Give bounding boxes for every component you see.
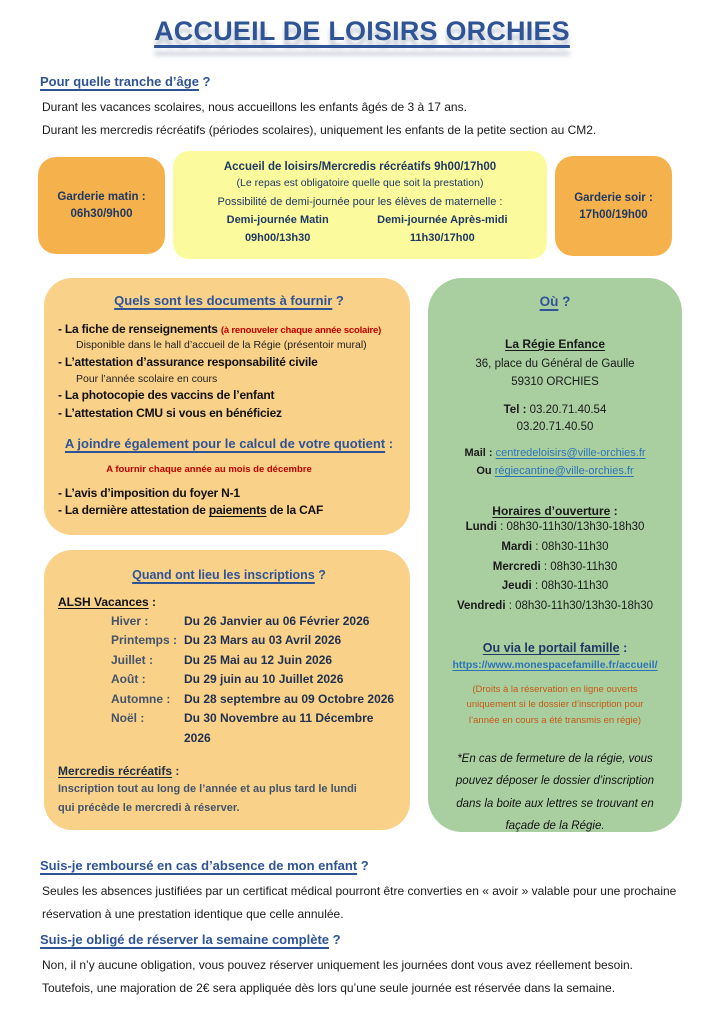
closure-note: *En cas de fermeture de la régie, vous pouvez déposer le dossier d’inscription dans la boite aux lettres se trouvant en façade de la Régie. (455, 752, 655, 832)
inscription-period-row: Printemps : Du 23 Mars au 03 Avril 2026 (111, 633, 342, 648)
address-street: 36, place du Général de Gaulle (475, 358, 635, 370)
phone-block (440, 402, 670, 438)
family-portal-link[interactable]: https://www.monespacefamille.fr/accueil/ (452, 659, 658, 672)
quotient-annual-note: A fournir chaque année au mois de décembre (106, 464, 312, 476)
garderie-matin-label: Garderie matin : (57, 191, 146, 203)
document-item: - L’attestation d’assurance responsabilité civile (58, 355, 318, 370)
accueil-loisirs-box (173, 151, 547, 259)
garderie-soir-box (555, 156, 672, 256)
where-heading: Où ? (539, 294, 571, 309)
halfday-morning-title: Demi-journée Matin (226, 214, 329, 226)
quotient-heading: A joindre également pour le calcul de votre quotient : (64, 436, 394, 452)
phone-line-2: 03.20.71.40.50 (516, 421, 594, 434)
opening-hours-row: Lundi : 08h30-11h30/13h30-18h30 (465, 521, 645, 534)
mail-block (440, 445, 670, 480)
age-range-heading: Pour quelle tranche d’âge ? (40, 74, 211, 89)
alsh-vacances-label: ALSH Vacances : (58, 595, 157, 609)
halfday-morning (195, 212, 360, 247)
full-week-question-heading: Suis-je obligé de réserver la semaine complète ? (40, 932, 341, 947)
intro-line-1: Durant les vacances scolaires, nous accueillons les enfants âgés de 3 à 17 ans. (42, 100, 467, 114)
halfday-afternoon-title: Demi-journée Après-midi (377, 214, 508, 226)
page-title: ACCUEIL DE LOISIRS ORCHIES (154, 16, 570, 46)
age-range-text (42, 96, 702, 142)
accueil-halfday-note: Possibilité de demi-journée pour les élèves de maternelle : (217, 196, 503, 208)
opening-hours-row: Jeudi : 08h30-11h30 (501, 580, 609, 593)
mail-link-regiecantine[interactable]: régiecantine@ville-orchies.fr (494, 464, 634, 477)
inscription-period-row: Noël : Du 30 Novembre au 11 Décembre 2026 (111, 711, 374, 745)
full-week-answer-text: Non, il n’y aucune obligation, vous pouvez réserver uniquement les journées dont vous avez réellement besoin. Toutefois, une majoration de 2€ sera appliquée dès lors qu’une seule journée est réservée dans la semaine. (42, 958, 634, 995)
inscription-periods-list (111, 612, 400, 748)
document-item: - La fiche de renseignements (à renouveler chaque année scolaire) (58, 322, 382, 336)
mercredis-label: Mercredis récréatifs : (58, 764, 180, 779)
intro-line-2: Durant les mercredis récréatifs (périodes scolaires), uniquement les enfants de la petite section au CM2. (42, 122, 597, 137)
renewal-note: (à renouveler chaque année scolaire) (220, 325, 382, 336)
garderie-soir-hours: 17h00/19h00 (579, 208, 648, 221)
accueil-meal-note: (Le repas est obligatoire quelle que soit la prestation) (236, 177, 484, 189)
refund-question-heading: Suis-je remboursé en cas d’absence de mon enfant ? (40, 858, 369, 873)
document-item-note: Disponible dans le hall d’accueil de la Régie (présentoir mural) (76, 339, 367, 352)
opening-hours-list (440, 518, 670, 616)
refund-answer-text: Seules les absences justifiées par un certificat médical pourront être converties en « avoir » valable pour une prochaine réservation à une prestation identique que celle annulée. (42, 884, 677, 921)
documents-box (44, 278, 410, 535)
organization-name: La Régie Enfance (504, 337, 606, 351)
halfday-afternoon (360, 212, 525, 247)
phone-line-1: Tel : 03.20.71.40.54 (503, 403, 607, 416)
mercredis-recreatifs-section (58, 764, 400, 817)
opening-hours-heading: Horaires d’ouverture : (492, 504, 618, 519)
quotient-item: - L’avis d’imposition du foyer N-1 (58, 486, 240, 501)
online-booking-note: (Droits à la réservation en ligne ouverts uniquement si le dossier d’inscription pour l’année en cours a été transmis en régie) (466, 684, 644, 726)
inscriptions-heading: Quand ont lieu les inscriptions ? (132, 568, 326, 582)
inscription-period-row: Hiver : Du 26 Janvier au 06 Février 2026 (111, 614, 370, 628)
documents-heading: Quels sont les documents à fournir ? (114, 293, 344, 308)
mail-line-1: Mail : centredeloisirs@ville-orchies.fr (464, 447, 646, 460)
inscription-period-row: Août : Du 29 juin au 10 Juillet 2026 (111, 672, 344, 687)
address-city: 59310 ORCHIES (511, 375, 599, 388)
document-item: - La photocopie des vaccins de l’enfant (58, 388, 275, 403)
opening-hours-row: Mardi : 08h30-11h30 (501, 540, 609, 553)
inscriptions-box (44, 550, 410, 830)
garderie-soir-label: Garderie soir : (574, 191, 653, 204)
document-item-note: Pour l’année scolaire en cours (76, 372, 218, 385)
family-portal-url (440, 659, 670, 671)
inscription-period-row: Juillet : Du 25 Mai au 12 Juin 2026 (111, 652, 333, 667)
family-portal-heading: Ou via le portail famille : (482, 641, 628, 656)
mercredis-text: Inscription tout au long de l’année et au plus tard le lundi qui précède le mercredi à réserver. (58, 783, 357, 814)
document-item: - L’attestation CMU si vous en bénéficiez (58, 405, 282, 420)
opening-hours-row: Mercredi : 08h30-11h30 (492, 560, 618, 573)
address (440, 356, 670, 392)
mail-line-2: Ou régiecantine@ville-orchies.fr (476, 464, 634, 477)
garderie-matin-hours: 06h30/9h00 (70, 208, 133, 220)
inscription-period-row: Automne : Du 28 septembre au 09 Octobre 2026 (111, 691, 395, 706)
mail-link-centredeloisirs[interactable]: centredeloisirs@ville-orchies.fr (495, 447, 646, 460)
where-box (428, 278, 682, 832)
accueil-title: Accueil de loisirs/Mercredis récréatifs 9h00/17h00 (223, 161, 497, 173)
opening-hours-row: Vendredi : 08h30-11h30/13h30-18h30 (456, 599, 654, 612)
garderie-matin-box (38, 157, 165, 254)
quotient-item: - La dernière attestation de paiements de la CAF (58, 503, 324, 518)
halfday-afternoon-hours: 11h30/17h00 (409, 231, 475, 244)
halfday-morning-hours: 09h00/13h30 (244, 231, 311, 244)
halfday-columns (181, 212, 539, 247)
